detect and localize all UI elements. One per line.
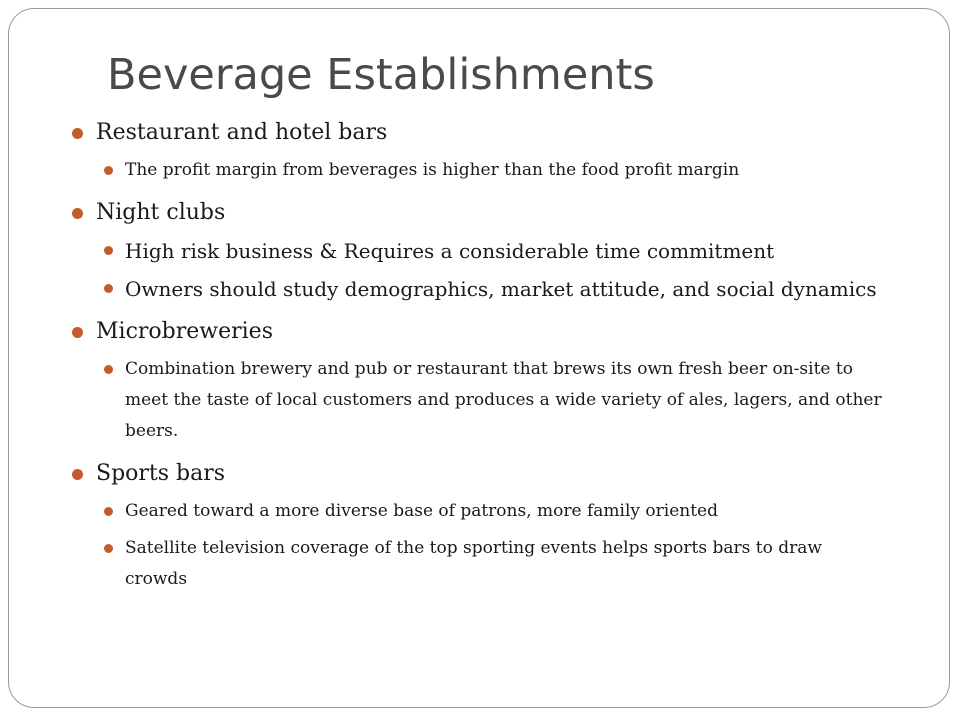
bullet-level-1	[72, 317, 887, 347]
bullet-dot-icon	[72, 128, 83, 139]
bullet-dot-icon	[104, 365, 113, 374]
section-heading: Sports bars	[96, 461, 226, 486]
bullet-text: Owners should study demographics, market attitude, and social dynamics	[125, 277, 877, 301]
bullet-dot-icon	[104, 507, 113, 516]
bullet-level-2	[72, 235, 887, 267]
bullet-text: The profit margin from beverages is higher than the food profit margin	[125, 160, 740, 180]
section-heading: Restaurant and hotel bars	[96, 120, 388, 145]
bullet-level-2	[72, 354, 887, 447]
section-heading: Microbreweries	[96, 319, 273, 344]
bullet-dot-icon	[72, 327, 83, 338]
bullet-text: Satellite television coverage of the top sporting events helps sports bars to draw crowds	[125, 538, 822, 589]
bullet-level-2	[72, 533, 887, 595]
bullet-level-1	[72, 459, 887, 489]
section-night-clubs	[72, 198, 887, 305]
bullet-level-2	[72, 273, 887, 305]
bullet-dot-icon	[104, 284, 113, 293]
section-microbreweries	[72, 317, 887, 447]
bullet-level-1	[72, 198, 887, 228]
bullet-text: Geared toward a more diverse base of patrons, more family oriented	[125, 501, 718, 521]
bullet-text: High risk business & Requires a considerable time commitment	[125, 239, 775, 263]
slide-body	[72, 118, 887, 601]
slide-title: Beverage Establishments	[107, 50, 655, 100]
bullet-dot-icon	[72, 208, 83, 219]
bullet-dot-icon	[104, 166, 113, 175]
section-sports-bars	[72, 459, 887, 595]
bullet-dot-icon	[104, 544, 113, 553]
bullet-text: Combination brewery and pub or restaurant that brews its own fresh beer on-site to meet the taste of local customers and produces a wide variety of ales, lagers, and other beers.	[125, 359, 882, 441]
section-restaurant-hotel-bars	[72, 118, 887, 186]
bullet-level-2	[72, 496, 887, 527]
bullet-level-2	[72, 155, 887, 186]
bullet-dot-icon	[104, 246, 113, 255]
bullet-level-1	[72, 118, 887, 148]
section-heading: Night clubs	[96, 200, 226, 225]
bullet-dot-icon	[72, 469, 83, 480]
